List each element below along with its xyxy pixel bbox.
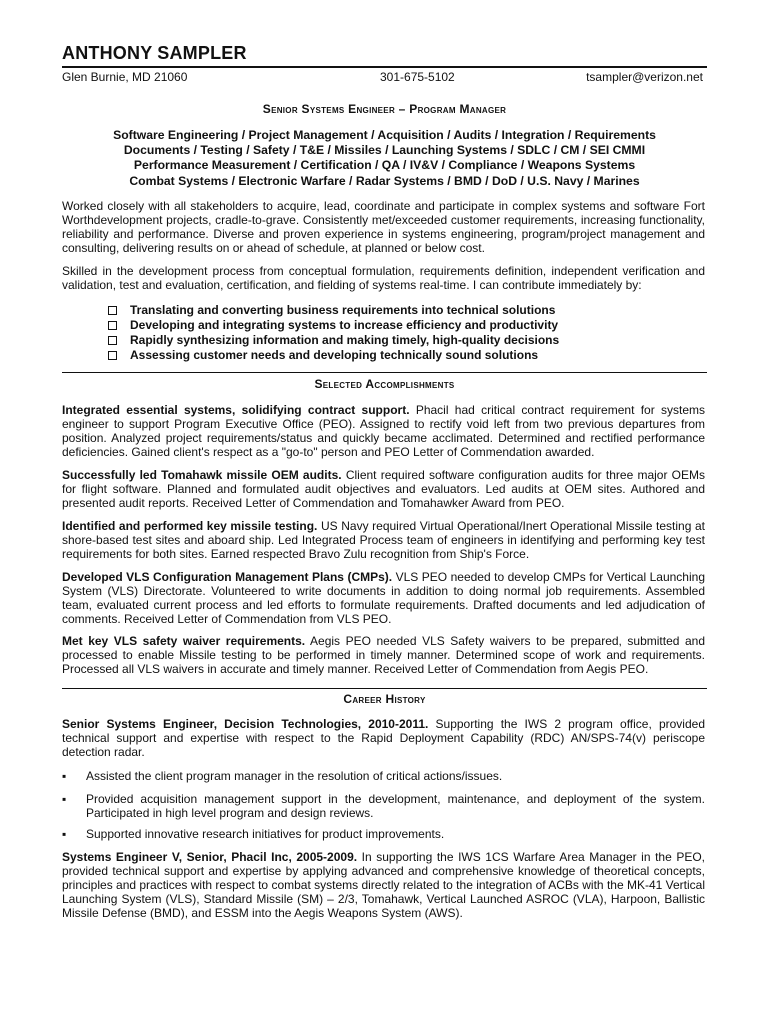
list-item: Rapidly synthesizing information and making timely, high-quality decisions: [108, 333, 708, 348]
resume-page: ANTHONY SAMPLER Glen Burnie, MD 21060 301-675-5102 tsampler@verizon.net Senior Systems Engineer – Program Manager Software Engineering / Project Management / Acquisition / Audits / Integration / Requirements Documents / Testing / Safety / T&E / Missiles / Launching Systems / SDLC / CM / SEI CMMI Performance Measurement / Certification / QA / IV&V / Compliance / Weapons Systems Combat Systems / Electronic Warfare / Radar Systems / BMD / DoD / U.S. Navy / Marines Worked closely with all stakeholders to acquire, lead, coordinate and participate in complex systems and software Fort Worthdevelopment projects, cradle-to-grave. Consistently met/exceeded customer requirements, increasing functionality, reliability and performance. Diverse and proven experience in systems engineering, program/project management and consulting, delivering results on or ahead of schedule, at planned or below cost. Skilled in the development process from conceptual formulation, requirements definition, independent verification and validation, test and evaluation, certification, and fielding of systems real-time. I can contribute immediately by: Translating and converting business requirements into technical solutions Developing and integrating systems to increase efficiency and productivity Rapidly synthesizing information and making timely, high-quality decisions Assessing customer needs and developing technically sound solutions Selected Accomplishments Integrated essential systems, solidifying contract support. Phacil had critical contract requirement for systems engineer to support Program Executive Office (PEO). Assigned to rectify void left from two previous departures from position. Analyzed project requirements/status and quickly became acclimated. Determined and rectified performance deficiencies. Gained client's respect as a "go-to" person and PEO Letter of Commendation awarded. Successfully led Tomahawk missile OEM audits. Client required software configuration audits for three major OEMs for flight software. Planned and formulated audit objectives and evaluators. Led audits at OEM sites. Authored and presented audit reports. Received Letter of Commendation and Tomahawker Award from PEO. Identified and performed key missile testing. US Navy required Virtual Operational/Inert Operational Missile testing at shore-based test sites and aboard ship. Led Integrated Process team of engineers in identifying and performing key test requirements for both sites. Earned respected Bravo Zulu recognition from Ship's Force. Developed VLS Configuration Management Plans (CMPs). VLS PEO needed to develop CMPs for Vertical Launching System (VLS) Directorate. Volunteered to write documents in addition to doing normal job requirements. Assembled team, evaluated current process and led efforts to formulate requirements. Drafted documents and led adjudication of comments. Received Letter of Commendation from VLS PEO. Met key VLS safety waiver requirements. Aegis PEO needed VLS Safety waivers to be prepared, submitted and processed to enable Missile testing to be performed in timely manner. Determined scope of work and requirements. Processed all VLS waivers in accurate and timely manner. Received Letter of Commendation from Aegis PEO. Career History Senior Systems Engineer, Decision Technologies, 2010-2011. Supporting the IWS 2 program office, provided technical support and expertise with respect to the Rapid Deployment Capability (RDC) AN/SPS-74(v) periscope detection radar. ▪ Assisted the client program manager in the resolution of critical actions/issues. ▪ Provided acquisition management support in the development, maintenance, and deployment of the system. Participated in high level program and design reviews. ▪ Supported innovative research initiatives for product improvements. Systems Engineer V, Senior, Phacil Inc, 2005-2009. In supporting the IWS 1CS Warfare Area Manager in the PEO, provided technical support and expertise by applying advanced and comprehensive knowledge of theoretical concepts, principles and practices with respect to combat systems directly related to the integration of ACBs with the MK-41 Vertical Launching System (VLS), Standard Missile (SM) – 2/3, Tomahawk, Vertical Launched ASROC (VLA), Harpoon, Ballistic Missile Defense (BMD), and ESSM into the Aegis Weapons System (AWS).: [0, 0, 768, 1024]
list-item: Assessing customer needs and developing technically sound solutions: [108, 348, 708, 363]
keywords-line: Performance Measurement / Certification / QA / IV&V / Compliance / Weapons Systems: [133, 158, 636, 173]
section-rule: [62, 688, 707, 689]
square-bullet-icon: ▪: [62, 827, 67, 841]
contact-email: tsampler@verizon.net: [586, 70, 703, 84]
checkbox-bullet-icon: [108, 306, 117, 315]
checkbox-bullet-icon: [108, 336, 117, 345]
section-title-career: Career History: [343, 692, 426, 706]
accomplishment-item: Integrated essential systems, solidifying contract support. Phacil had critical contract requirement for systems engineer to support Program Executive Office (PEO). Assigned to rectify void left from two previous departures from position. Analyzed project requirements/status and quickly became acclimated. Determined and rectified performance deficiencies. Gained client's respect as a "go-to" person and PEO Letter of Commendation awarded.: [62, 403, 705, 459]
checkbox-bullet-icon: [108, 351, 117, 360]
candidate-name: ANTHONY SAMPLER: [62, 43, 247, 63]
summary-paragraph: Worked closely with all stakeholders to acquire, lead, coordinate and participate in complex systems and software Fort Worthdevelopment projects, cradle-to-grave. Consistently met/exceeded customer requirements, increasing functionality, reliability and performance. Diverse and proven experience in systems engineering, program/project management and consulting, delivering results on or ahead of schedule, at planned or below cost.: [62, 199, 705, 255]
summary-paragraph: Skilled in the development process from conceptual formulation, requirements definition, independent verification and validation, test and evaluation, certification, and fielding of systems real-time. I can contribute immediately by:: [62, 264, 705, 292]
square-bullet-icon: ▪: [62, 769, 67, 783]
keywords-line: Software Engineering / Project Management / Acquisition / Audits / Integration / Requirements: [113, 128, 656, 142]
square-bullet-icon: ▪: [62, 792, 67, 806]
contact-line: [62, 70, 703, 86]
job-entry: Systems Engineer V, Senior, Phacil Inc, 2005-2009. In supporting the IWS 1CS Warfare Area Manager in the PEO, provided technical support and expertise by applying advanced and comprehensive knowledge of theoretical concepts, principles and practices with respect to combat systems directly related to the integration of ACBs with the MK-41 Vertical Launching System (VLS), Standard Missile (SM) – 2/3, Tomahawk, Vertical Launched ASROC (VLA), Harpoon, Ballistic Missile Defense (BMD), and ESSM into the Aegis Weapons System (AWS).: [62, 850, 705, 920]
checkbox-bullet-icon: [108, 321, 117, 330]
keywords-block: [62, 128, 707, 189]
professional-headline: Senior Systems Engineer – Program Manager: [262, 102, 507, 116]
keywords-line: Combat Systems / Electronic Warfare / Radar Systems / BMD / DoD / U.S. Navy / Marines: [129, 173, 640, 188]
contact-phone: 301-675-5102: [380, 70, 455, 84]
accomplishment-item: Developed VLS Configuration Management Plans (CMPs). VLS PEO needed to develop CMPs for Vertical Launching System (VLS) Directorate. Volunteered to write documents in addition to doing normal job requirements. Assembled team, evaluated current process and led efforts to formulate requirements. Drafted documents and led adjudication of comments. Received Letter of Commendation from VLS PEO.: [62, 570, 705, 626]
contact-location: Glen Burnie, MD 21060: [62, 70, 188, 84]
accomplishment-item: Met key VLS safety waiver requirements. Aegis PEO needed VLS Safety waivers to be prepared, submitted and processed to enable Missile testing to be performed in timely manner. Determined scope of work and requirements. Processed all VLS waivers in accurate and timely manner. Received Letter of Commendation from Aegis PEO.: [62, 634, 706, 676]
section-rule: [62, 372, 707, 373]
contribution-list: [108, 303, 708, 363]
header-rule: [62, 66, 707, 68]
accomplishment-item: Identified and performed key missile testing. US Navy required Virtual Operational/Inert Operational Missile testing at shore-based test sites and aboard ship. Led Integrated Process team of engineers in identifying and performing key test requirements for both sites. Earned respected Bravo Zulu recognition from Ship's Force.: [62, 519, 706, 561]
accomplishment-item: Successfully led Tomahawk missile OEM audits. Client required software configuration audits for three major OEMs for flight software. Planned and formulated audit objectives and evaluators. Led audits at OEM sites. Authored and presented audit reports. Received Letter of Commendation and Tomahawker Award from PEO.: [62, 468, 706, 510]
section-title-accomplishments: Selected Accomplishments: [314, 377, 455, 391]
list-item: Developing and integrating systems to increase efficiency and productivity: [108, 318, 708, 333]
keywords-line: Documents / Testing / Safety / T&E / Missiles / Launching Systems / SDLC / CM / SEI CMMI: [123, 143, 646, 158]
job-entry: Senior Systems Engineer, Decision Technologies, 2010-2011. Supporting the IWS 2 program office, provided technical support and expertise with respect to the Rapid Deployment Capability (RDC) AN/SPS-74(v) periscope detection radar.: [62, 717, 705, 759]
list-item: Translating and converting business requirements into technical solutions: [108, 303, 708, 318]
